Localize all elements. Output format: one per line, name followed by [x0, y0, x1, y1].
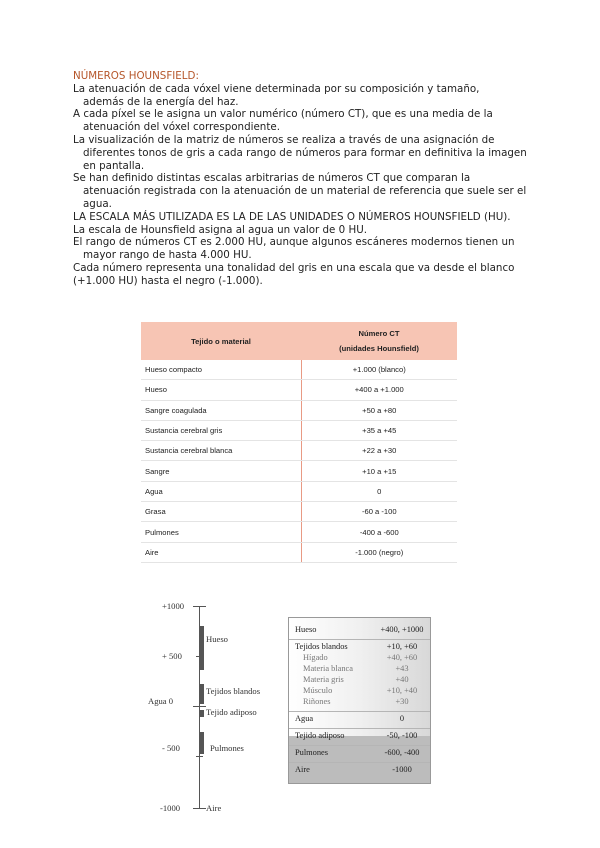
paragraph-line: atenuación registrada con la atenuación de un material de referencia que suele ser el	[83, 185, 527, 198]
range-blandos	[200, 684, 204, 704]
item-name: Tejidos blandos	[295, 642, 348, 651]
paragraph-line: Cada número representa una tonalidad del gris en una escala que va desde el blanco	[73, 261, 515, 274]
item-name: Músculo	[303, 686, 333, 695]
list-item	[289, 697, 430, 709]
item-value: +40	[395, 675, 409, 684]
paragraph-line: La visualización de la matriz de números se realiza a través de una asignación de	[73, 133, 495, 146]
ct-cell: -1.000 (negro)	[301, 542, 457, 562]
item-name: Pulmones	[295, 748, 329, 757]
hu-values-box	[288, 617, 431, 784]
tick-mark	[196, 756, 203, 757]
ct-cell: +10 a +15	[301, 461, 457, 481]
paragraph-line: LA ESCALA MÁS UTILIZADA ES LA DE LAS UNIDADES O NÚMEROS HOUNSFIELD (HU).	[73, 210, 511, 223]
tick-label-p500: + 500	[162, 651, 182, 661]
table-row	[141, 481, 457, 501]
table-row	[141, 542, 457, 562]
header-tissue: Tejido o material	[141, 322, 301, 360]
paragraph-line: Se han definido distintas escalas arbitrarias de números CT que comparan la	[73, 172, 471, 185]
paragraph-line: agua.	[83, 197, 112, 210]
item-name: Hígado	[303, 653, 328, 662]
item-name: Tejido adiposo	[295, 731, 345, 740]
ct-cell: +22 a +30	[301, 441, 457, 461]
paragraph-line: A cada píxel se le asigna un valor numérico (número CT), que es una media de la	[73, 108, 493, 121]
label-tejidos-blandos: Tejidos blandos	[206, 686, 261, 696]
item-value: 0	[399, 714, 405, 723]
item-value: +40, +60	[386, 653, 418, 662]
tick-label-p1000: +1000	[162, 601, 185, 611]
hounsfield-scale-figure	[140, 596, 440, 816]
header-ct-line1: Número CT	[358, 329, 400, 338]
tissue-cell: Pulmones	[141, 522, 301, 542]
tick-label-zero: Agua 0	[148, 696, 174, 706]
ct-cell: +400 a +1.000	[301, 380, 457, 400]
ct-numbers-table	[141, 322, 457, 563]
table-row	[141, 400, 457, 420]
table-header-row	[141, 322, 457, 360]
item-value: -1000	[392, 765, 412, 774]
ct-cell: -400 a -600	[301, 522, 457, 542]
tissue-cell: Sustancia cerebral blanca	[141, 441, 301, 461]
tissue-cell: Aire	[141, 542, 301, 562]
list-item	[289, 765, 430, 777]
label-hueso: Hueso	[206, 634, 228, 644]
tissue-cell: Agua	[141, 481, 301, 501]
item-value: +10, +60	[386, 642, 418, 651]
label-aire: Aire	[206, 803, 222, 813]
tick-label-m1000: -1000	[160, 803, 181, 813]
table-row	[141, 420, 457, 440]
table-row	[141, 461, 457, 481]
separator	[289, 745, 430, 746]
intro-text	[73, 70, 543, 288]
label-tejido-adiposo: Tejido adiposo	[206, 707, 257, 717]
list-item	[289, 748, 430, 760]
tick-mark	[193, 808, 206, 809]
table-row	[141, 380, 457, 400]
list-item	[289, 625, 430, 637]
tick-mark	[193, 706, 206, 707]
list-item	[289, 731, 430, 743]
item-value: +30	[395, 697, 409, 706]
tissue-cell: Grasa	[141, 502, 301, 522]
tissue-cell: Sangre coagulada	[141, 400, 301, 420]
table-row	[141, 441, 457, 461]
section-heading: NÚMEROS HOUNSFIELD:	[73, 70, 199, 82]
item-name: Materia gris	[303, 675, 344, 684]
item-name: Hueso	[295, 625, 317, 634]
item-name: Aire	[295, 765, 310, 774]
table-row	[141, 360, 457, 380]
item-name: Agua	[295, 714, 314, 723]
separator	[289, 639, 430, 640]
ct-cell: +50 a +80	[301, 400, 457, 420]
range-hueso	[200, 626, 204, 670]
paragraph-line: atenuación del vóxel correspondiente.	[83, 121, 280, 134]
tissue-cell: Hueso	[141, 380, 301, 400]
paragraph-line: además de la energía del haz.	[83, 95, 239, 108]
item-value: -600, -400	[384, 748, 420, 757]
tick-label-m500: - 500	[162, 743, 180, 753]
item-value: +43	[395, 664, 409, 673]
tissue-cell: Sangre	[141, 461, 301, 481]
range-pulmones	[200, 732, 204, 754]
tissue-cell: Sustancia cerebral gris	[141, 420, 301, 440]
header-ct-line2: (unidades Hounsfield)	[339, 344, 419, 353]
range-adiposo	[200, 710, 204, 717]
ct-cell: -60 a -100	[301, 502, 457, 522]
ct-cell: +35 a +45	[301, 420, 457, 440]
paragraph-line: El rango de números CT es 2.000 HU, aunque algunos escáneres modernos tienen un	[73, 236, 515, 249]
paragraph-line: (+1.000 HU) hasta el negro (-1.000).	[73, 274, 263, 287]
table-row	[141, 522, 457, 542]
label-pulmones: Pulmones	[210, 743, 244, 753]
item-value: +10, +40	[386, 686, 418, 695]
item-value: -50, -100	[386, 731, 418, 740]
paragraph-line: La escala de Hounsfield asigna al agua un valor de 0 HU.	[73, 223, 368, 236]
ct-cell: 0	[301, 481, 457, 501]
table-row	[141, 502, 457, 522]
paragraph-line: La atenuación de cada vóxel viene determinada por su composición y tamaño,	[73, 82, 480, 95]
list-item	[289, 714, 430, 726]
paragraph-line: diferentes tonos de gris a cada rango de números para formar en definitiva la imagen	[83, 146, 527, 159]
tissue-cell: Hueso compacto	[141, 360, 301, 380]
paragraph-line: en pantalla.	[83, 159, 145, 172]
item-name: Riñones	[303, 697, 331, 706]
separator	[289, 762, 430, 763]
item-name: Materia blanca	[303, 664, 353, 673]
ct-cell: +1.000 (blanco)	[301, 360, 457, 380]
tick-mark	[193, 606, 206, 607]
separator	[289, 711, 430, 712]
separator	[289, 728, 430, 729]
header-ct	[301, 322, 457, 360]
item-value: +400, +1000	[380, 625, 424, 634]
paragraph-line: mayor rango de hasta 4.000 HU.	[83, 249, 252, 262]
